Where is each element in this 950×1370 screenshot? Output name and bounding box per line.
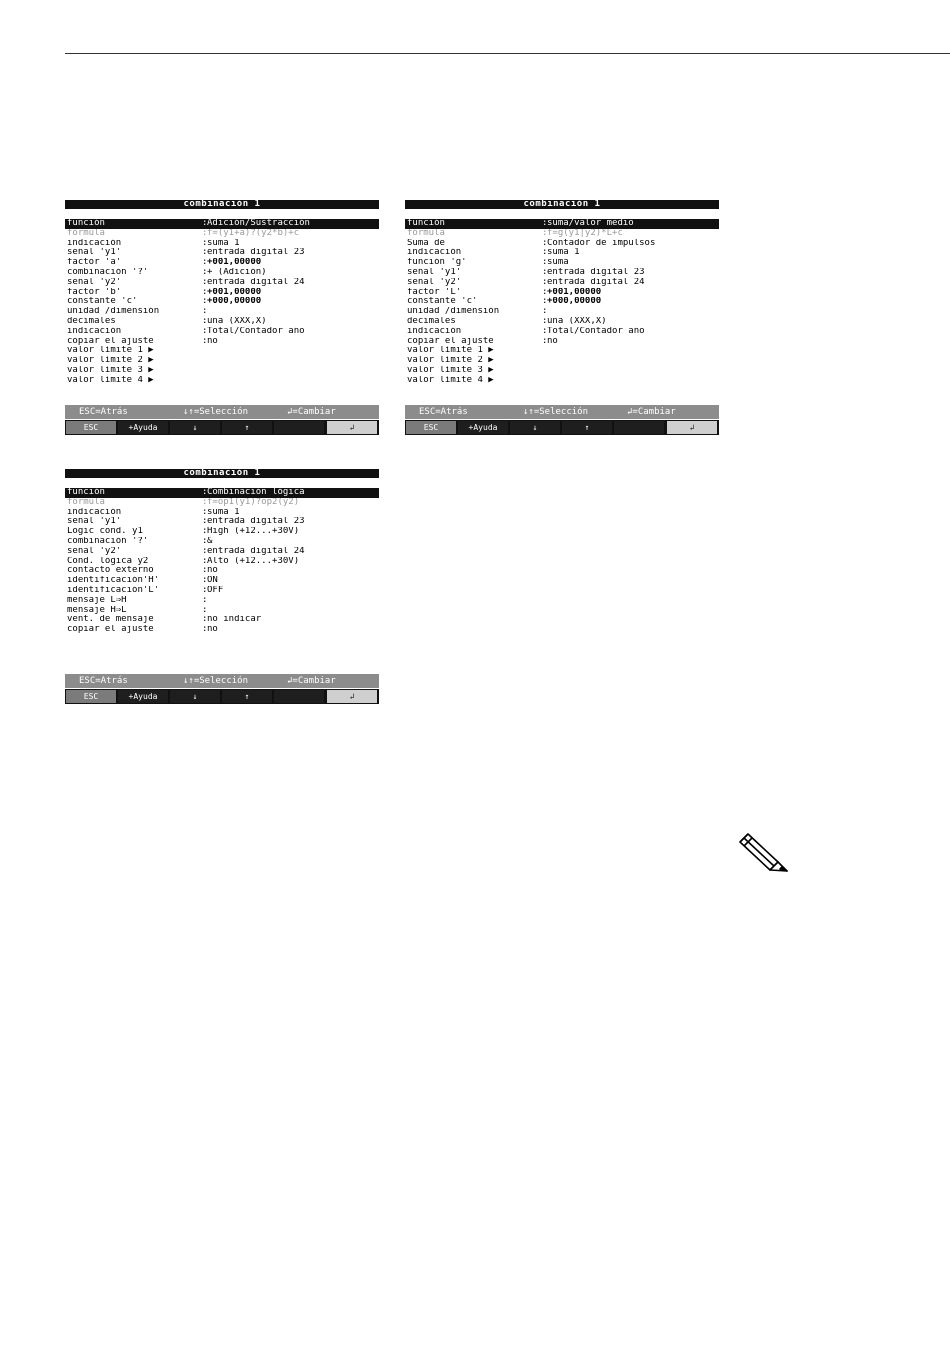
setting-label: valor límite 3 ▶	[67, 365, 154, 375]
up-softkey[interactable]: ↑	[222, 421, 272, 434]
separator: :	[202, 336, 208, 346]
status-select-hint: ↓↑=Selección	[183, 676, 249, 686]
status-change-hint: ↲=Cambiar	[287, 676, 336, 686]
setting-row[interactable]	[65, 317, 379, 327]
setting-label: indicación	[67, 326, 122, 336]
blank-softkey[interactable]	[614, 421, 664, 434]
setting-label: señal 'y2'	[67, 277, 122, 287]
setting-value: f=(y1+a)?(y2*b)+c	[207, 228, 300, 238]
setting-value: suma 1	[207, 507, 240, 517]
separator: :	[202, 258, 208, 268]
setting-value: no	[207, 336, 218, 346]
setting-label: copiar el ajuste	[407, 336, 494, 346]
setting-value: entrada digital 23	[547, 267, 645, 277]
setting-row[interactable]	[405, 317, 719, 327]
setting-label: combinación '?'	[67, 536, 149, 546]
settings-list	[65, 219, 379, 386]
blank-softkey[interactable]	[274, 421, 324, 434]
separator: :	[202, 625, 208, 635]
setting-label: copiar el ajuste	[67, 336, 154, 346]
setting-value: +001,00000	[207, 287, 262, 297]
separator: :	[542, 228, 548, 238]
separator: :	[542, 219, 548, 228]
setting-row[interactable]	[65, 547, 379, 557]
setting-row[interactable]	[65, 297, 379, 307]
separator: :	[202, 497, 208, 507]
setting-row[interactable]	[65, 606, 379, 616]
separator: :	[202, 316, 208, 326]
separator: :	[542, 316, 548, 326]
setting-label: contacto externo	[67, 566, 154, 576]
setting-value: Total/Contador año	[547, 326, 645, 336]
setting-row[interactable]	[405, 268, 719, 278]
setting-label: vent. de mensaje	[67, 615, 154, 625]
separator: :	[542, 277, 548, 287]
setting-value: no indicar	[207, 615, 262, 625]
separator: :	[542, 336, 548, 346]
setting-row[interactable]	[65, 307, 379, 317]
setting-row[interactable]	[65, 625, 379, 635]
setting-row[interactable]	[405, 356, 719, 366]
setting-row[interactable]	[65, 576, 379, 586]
setting-value: ON	[207, 576, 218, 586]
separator: :	[202, 615, 208, 625]
separator: :	[202, 228, 208, 238]
help-softkey[interactable]: +Ayuda	[118, 421, 168, 434]
setting-row[interactable]	[405, 337, 719, 347]
setting-label: fórmula	[67, 228, 105, 238]
setting-value: entrada digital 23	[207, 517, 305, 527]
setting-value: suma 1	[547, 248, 580, 258]
status-select-hint: ↓↑=Selección	[183, 407, 249, 417]
setting-value: +000,00000	[547, 297, 602, 307]
setting-value: Contador de impulsos	[547, 238, 656, 248]
separator: :	[202, 307, 208, 317]
setting-label: señal 'y2'	[67, 546, 122, 556]
setting-value: una (XXX,X)	[547, 316, 607, 326]
status-esc-hint: ESC=Atrás	[79, 676, 128, 686]
setting-label: indicación	[67, 507, 122, 517]
softkey-bar	[65, 689, 379, 704]
setting-row[interactable]	[65, 586, 379, 596]
softkey-bar	[65, 420, 379, 435]
separator: :	[202, 248, 208, 258]
setting-row[interactable]	[65, 488, 379, 498]
setting-row[interactable]	[65, 366, 379, 376]
setting-value: no	[207, 625, 218, 635]
setting-label: Logic cond. y1	[67, 527, 143, 537]
header-rule	[65, 53, 950, 54]
setting-row[interactable]	[405, 258, 719, 268]
setting-label: decimales	[407, 316, 456, 326]
setting-value: +000,00000	[207, 297, 262, 307]
setting-row[interactable]	[405, 376, 719, 386]
setting-row[interactable]	[405, 307, 719, 317]
setting-row[interactable]	[65, 508, 379, 518]
setting-label: constante 'c'	[67, 297, 138, 307]
down-softkey[interactable]: ↓	[170, 421, 220, 434]
settings-list	[405, 219, 719, 386]
setting-label: señal 'y2'	[407, 277, 462, 287]
setting-row[interactable]	[405, 219, 719, 229]
setting-value: suma 1	[207, 238, 240, 248]
separator: :	[542, 248, 548, 258]
separator: :	[202, 219, 208, 228]
device-screen-sum-average	[405, 200, 719, 436]
setting-row[interactable]	[65, 498, 379, 508]
setting-label: identificación'L'	[67, 585, 160, 595]
device-screen-logic	[65, 469, 379, 705]
status-bar	[405, 405, 719, 419]
down-softkey[interactable]: ↓	[170, 690, 220, 703]
setting-row[interactable]	[65, 219, 379, 229]
setting-value: entrada digital 23	[207, 248, 305, 258]
setting-label: valor límite 3 ▶	[407, 365, 494, 375]
down-softkey[interactable]: ↓	[510, 421, 560, 434]
separator: :	[542, 267, 548, 277]
setting-label: factor 'L'	[407, 287, 462, 297]
setting-row[interactable]	[65, 239, 379, 249]
help-softkey[interactable]: +Ayuda	[458, 421, 508, 434]
setting-row[interactable]	[65, 517, 379, 527]
setting-label: copiar el ajuste	[67, 625, 154, 635]
pencil-icon	[738, 832, 790, 872]
setting-label: valor límite 2 ▶	[407, 356, 494, 366]
setting-label: función	[67, 488, 105, 497]
setting-value: entrada digital 24	[207, 277, 305, 287]
enter-softkey[interactable]: ↲	[327, 421, 377, 434]
setting-row[interactable]	[405, 297, 719, 307]
setting-value: +001,00000	[547, 287, 602, 297]
separator: :	[542, 258, 548, 268]
setting-label: unidad /dimensión	[407, 307, 500, 317]
setting-row[interactable]	[405, 288, 719, 298]
setting-label: unidad /dimensión	[67, 307, 160, 317]
separator: :	[202, 566, 208, 576]
status-bar	[65, 405, 379, 419]
setting-label: decimales	[67, 316, 116, 326]
separator: :	[202, 277, 208, 287]
separator: :	[202, 585, 208, 595]
setting-label: mensaje L⇒H	[67, 595, 127, 605]
setting-label: función 'g'	[407, 258, 467, 268]
setting-label: factor 'b'	[67, 287, 122, 297]
separator: :	[202, 556, 208, 566]
separator: :	[202, 326, 208, 336]
separator: :	[202, 605, 208, 615]
setting-row[interactable]	[65, 356, 379, 366]
setting-label: señal 'y1'	[407, 267, 462, 277]
setting-label: identificación'H'	[67, 576, 160, 586]
setting-label: señal 'y1'	[67, 517, 122, 527]
setting-row[interactable]	[65, 248, 379, 258]
setting-value: &	[207, 536, 213, 546]
separator: :	[202, 595, 208, 605]
setting-row[interactable]	[65, 288, 379, 298]
separator: :	[202, 297, 208, 307]
setting-label: valor límite 2 ▶	[67, 356, 154, 366]
setting-value: High (+12...+30V)	[207, 527, 300, 537]
setting-row[interactable]	[405, 239, 719, 249]
setting-row[interactable]	[405, 346, 719, 356]
setting-label: combinación '?'	[67, 267, 149, 277]
setting-row[interactable]	[65, 566, 379, 576]
setting-label: valor límite 1 ▶	[67, 346, 154, 356]
setting-value: entrada digital 24	[547, 277, 645, 287]
separator: :	[202, 527, 208, 537]
separator: :	[202, 536, 208, 546]
setting-row[interactable]	[65, 557, 379, 567]
esc-softkey[interactable]: ESC	[66, 421, 116, 434]
enter-softkey[interactable]: ↲	[327, 690, 377, 703]
separator: :	[202, 488, 208, 497]
separator: :	[202, 287, 208, 297]
setting-label: Cond. lógica y2	[67, 556, 149, 566]
setting-label: función	[67, 219, 105, 228]
setting-row[interactable]	[65, 376, 379, 386]
setting-label: indicación	[67, 238, 122, 248]
setting-value: suma/valor medio	[547, 219, 634, 228]
setting-row[interactable]	[65, 537, 379, 547]
status-change-hint: ↲=Cambiar	[627, 407, 676, 417]
setting-label: función	[407, 219, 445, 228]
status-select-hint: ↓↑=Selección	[523, 407, 589, 417]
setting-label: señal 'y1'	[67, 248, 122, 258]
setting-value: Adición/Sustracción	[207, 219, 310, 228]
setting-label: indicación	[407, 326, 462, 336]
up-softkey[interactable]: ↑	[562, 421, 612, 434]
status-change-hint: ↲=Cambiar	[287, 407, 336, 417]
setting-row[interactable]	[65, 258, 379, 268]
setting-label: fórmula	[407, 228, 445, 238]
separator: :	[542, 287, 548, 297]
setting-label: fórmula	[67, 497, 105, 507]
esc-softkey[interactable]: ESC	[66, 690, 116, 703]
setting-value: f=op1(y1)?op2(y2)	[207, 497, 300, 507]
setting-value: Total/Contador año	[207, 326, 305, 336]
setting-row[interactable]	[405, 248, 719, 258]
setting-value: +001,00000	[207, 258, 262, 268]
setting-row[interactable]	[65, 229, 379, 239]
setting-row[interactable]	[65, 346, 379, 356]
setting-value: suma	[547, 258, 569, 268]
separator: :	[542, 297, 548, 307]
separator: :	[202, 546, 208, 556]
setting-row[interactable]	[405, 229, 719, 239]
softkey-bar	[405, 420, 719, 435]
enter-softkey[interactable]: ↲	[667, 421, 717, 434]
setting-row[interactable]	[405, 278, 719, 288]
setting-row[interactable]	[65, 596, 379, 606]
separator: :	[202, 267, 208, 277]
status-bar	[65, 674, 379, 688]
status-esc-hint: ESC=Atrás	[79, 407, 128, 417]
setting-row[interactable]	[65, 615, 379, 625]
esc-softkey[interactable]: ESC	[406, 421, 456, 434]
setting-row[interactable]	[405, 366, 719, 376]
setting-value: no	[547, 336, 558, 346]
setting-value: no	[207, 566, 218, 576]
blank-softkey[interactable]	[274, 690, 324, 703]
help-softkey[interactable]: +Ayuda	[118, 690, 168, 703]
separator: :	[202, 238, 208, 248]
setting-label: valor límite 4 ▶	[67, 375, 154, 385]
setting-label: valor límite 1 ▶	[407, 346, 494, 356]
setting-value: OFF	[207, 585, 224, 595]
setting-value: entrada digital 24	[207, 546, 305, 556]
setting-label: Suma de	[407, 238, 445, 248]
screen-title: combinación 1	[65, 469, 379, 478]
separator: :	[202, 576, 208, 586]
screen-title: combinación 1	[65, 200, 379, 209]
setting-row[interactable]	[65, 278, 379, 288]
setting-row[interactable]	[405, 327, 719, 337]
device-screen-addition	[65, 200, 379, 436]
separator: :	[202, 517, 208, 527]
setting-row[interactable]	[65, 527, 379, 537]
setting-label: indicación	[407, 248, 462, 258]
setting-value: Combinación lógica	[207, 488, 305, 497]
setting-value: + (Adición)	[207, 267, 267, 277]
setting-label: mensaje H⇒L	[67, 605, 127, 615]
setting-label: factor 'a'	[67, 258, 122, 268]
settings-list	[65, 488, 379, 635]
status-esc-hint: ESC=Atrás	[419, 407, 468, 417]
setting-row[interactable]	[65, 268, 379, 278]
setting-value: f=g(y1|y2)*L+c	[547, 228, 623, 238]
separator: :	[542, 238, 548, 248]
separator: :	[202, 507, 208, 517]
setting-label: constante 'c'	[407, 297, 478, 307]
setting-row[interactable]	[65, 327, 379, 337]
setting-label: valor límite 4 ▶	[407, 375, 494, 385]
up-softkey[interactable]: ↑	[222, 690, 272, 703]
setting-row[interactable]	[65, 337, 379, 347]
screen-title: combinación 1	[405, 200, 719, 209]
separator: :	[542, 326, 548, 336]
setting-value: una (XXX,X)	[207, 316, 267, 326]
separator: :	[542, 307, 548, 317]
setting-value: Alto (+12...+30V)	[207, 556, 300, 566]
